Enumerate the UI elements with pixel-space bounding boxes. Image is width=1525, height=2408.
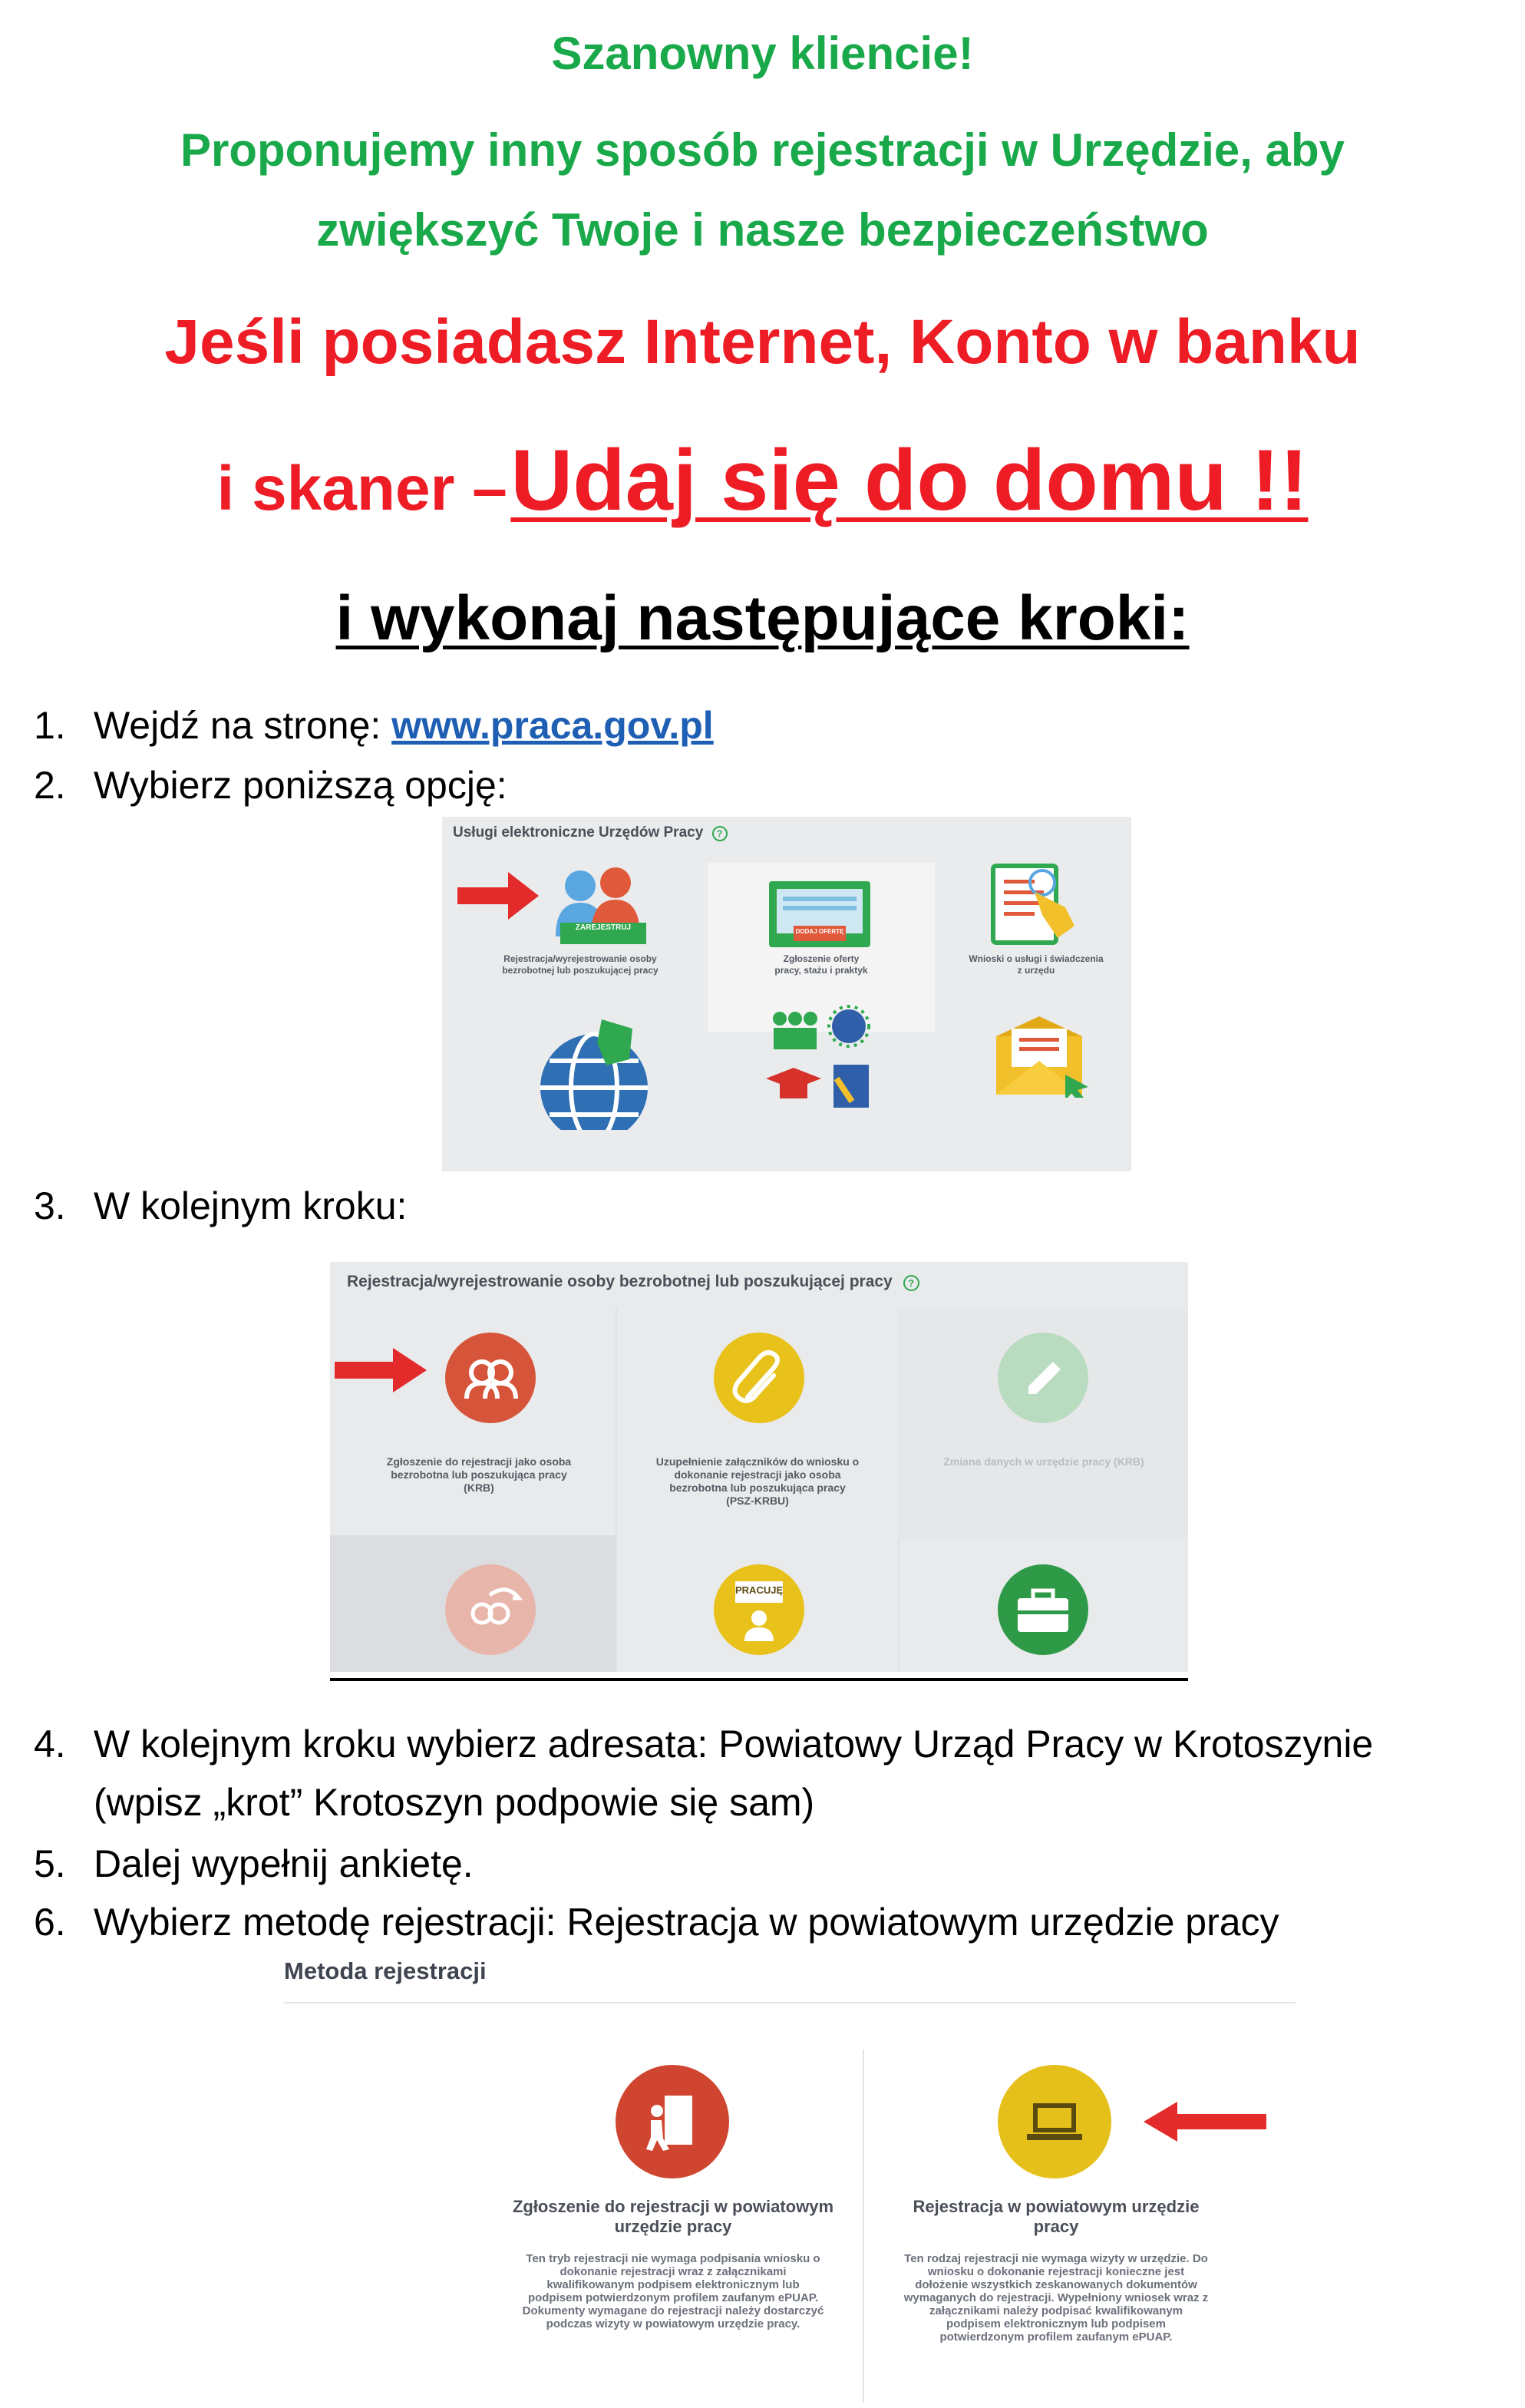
condition-line: Jeśli posiadasz Internet, Konto w banku	[164, 307, 1361, 377]
tile-register-label: Rejestracja/wyrejestrowanie osoby bezrobotnej lub poszukującej pracy	[502, 953, 659, 976]
option-office-heading[interactable]: Zgłoszenie do rejestracji w powiatowym urzędzie pracy	[512, 2197, 834, 2236]
working-icon[interactable]	[714, 1564, 804, 1655]
working-badge: PRACUJĘ	[735, 1584, 784, 1596]
registration-krb-icon[interactable]	[445, 1333, 536, 1423]
greeting: Szanowny kliencie!	[551, 28, 974, 79]
option-online-heading[interactable]: Rejestracja w powiatowym urzędzie pracy	[913, 2197, 1200, 2236]
praca-gov-link[interactable]: www.praca.gov.pl	[391, 704, 714, 747]
tile-krb-label: Zgłoszenie do rejestracji jako osoba bezrobotna lub poszukująca pracy (KRB)	[386, 1455, 572, 1494]
condition-prefix: i skaner –	[216, 454, 507, 524]
registration-title: Rejestracja/wyrejestrowanie osoby bezrobotnej lub poszukującej pracy ?	[347, 1273, 919, 1291]
proposal-line-2: zwiększyć Twoje i nasze bezpieczeństwo	[316, 204, 1209, 256]
step-2: 2. Wybierz poniższą opcję:	[34, 764, 507, 807]
eservices-title: Usługi elektroniczne Urzędów Pracy ?	[453, 824, 728, 841]
deregister-icon[interactable]	[445, 1564, 536, 1655]
help-icon-2[interactable]: ?	[903, 1275, 919, 1291]
document-hand-icon[interactable]	[989, 861, 1081, 953]
laptop-icon[interactable]	[998, 2065, 1111, 2178]
people-icon[interactable]	[545, 863, 652, 947]
option-office-description: Ten tryb rejestracji nie wymaga podpisania wniosku o dokonanie rejestracji wraz z załącznikami kwalifikowanym podpisem elektronicznym lub podpisem potwierdzonym profilem zaufanym ePUAP. Dokumenty wymagane do rejestracji należy dostarczyć podczas wizyty w powiatowym urzędzie pracy.	[522, 2252, 824, 2330]
programs-icons[interactable]	[763, 1005, 878, 1128]
attachment-icon[interactable]	[714, 1333, 804, 1423]
step-6: 6. Wybierz metodę rejestracji: Rejestracja w powiatowym urzędzie pracy	[34, 1901, 1279, 1944]
proposal-line-1: Proponujemy inny sposób rejestracji w Urzędzie, aby	[180, 124, 1345, 176]
step-3: 3. W kolejnym kroku:	[34, 1184, 408, 1227]
monitor-icon[interactable]	[766, 878, 873, 951]
briefcase-icon[interactable]	[998, 1564, 1088, 1655]
go-home-emphasis: Udaj się do domu !!	[510, 432, 1309, 528]
divider-line	[330, 1678, 1188, 1681]
step-1: 1. Wejdź na stronę: www.praca.gov.pl	[34, 704, 714, 747]
step-4: 4. W kolejnym kroku wybierz adresata: Powiatowy Urząd Pracy w Krotoszynie	[34, 1723, 1374, 1766]
option-online-description: Ten rodzaj rejestracji nie wymaga wizyty w urzędzie. Do wniosku o dokonanie rejestracji konieczne jest dołożenie wszystkich zeskanowanych dokumentów wymaganych do rejestracji. Wypełniony wniosek wraz z załącznikami należy podpisać kwalifikowanym podpisem elektronicznym lub podpisem potwierdzonym profilem zaufanym ePUAP.	[903, 2252, 1209, 2344]
tile-applications-label: Wnioski o usługi i świadczenia z urzędu	[969, 953, 1104, 976]
globe-icon[interactable]	[533, 1015, 655, 1130]
help-icon[interactable]: ?	[712, 826, 728, 841]
steps-title: i wykonaj następujące kroki:	[335, 583, 1190, 653]
tile-krbu-label: Uzupełnienie załączników do wniosku o dokonanie rejestracji jako osoba bezrobotna lub poszukująca pracy (PSZ-KRBU)	[655, 1455, 860, 1507]
envelope-icon[interactable]	[992, 1013, 1091, 1098]
screenshot-method	[284, 1957, 1305, 2403]
step-5: 5. Dalej wypełnij ankietę.	[34, 1842, 474, 1885]
visit-office-icon[interactable]	[616, 2065, 729, 2178]
tile-change-data-label: Zmiana danych w urzędzie pracy (KRB)	[943, 1455, 1144, 1468]
screenshot-eservices	[442, 817, 1131, 1171]
method-divider	[284, 2002, 1296, 2003]
tile-offer-label: Zgłoszenie oferty pracy, stażu i praktyk	[774, 953, 868, 976]
step-4-continued: (wpisz „krot” Krotoszyn podpowie się sam)	[94, 1781, 815, 1824]
screenshot-registration	[330, 1262, 1188, 1672]
edit-data-icon[interactable]	[998, 1333, 1088, 1423]
condition-line-2	[0, 434, 1525, 553]
add-offer-button[interactable]: DODAJ OFERTĘ	[795, 928, 844, 935]
method-title: Metoda rejestracji	[284, 1957, 487, 1984]
register-button[interactable]: ZAREJESTRUJ	[575, 923, 632, 932]
